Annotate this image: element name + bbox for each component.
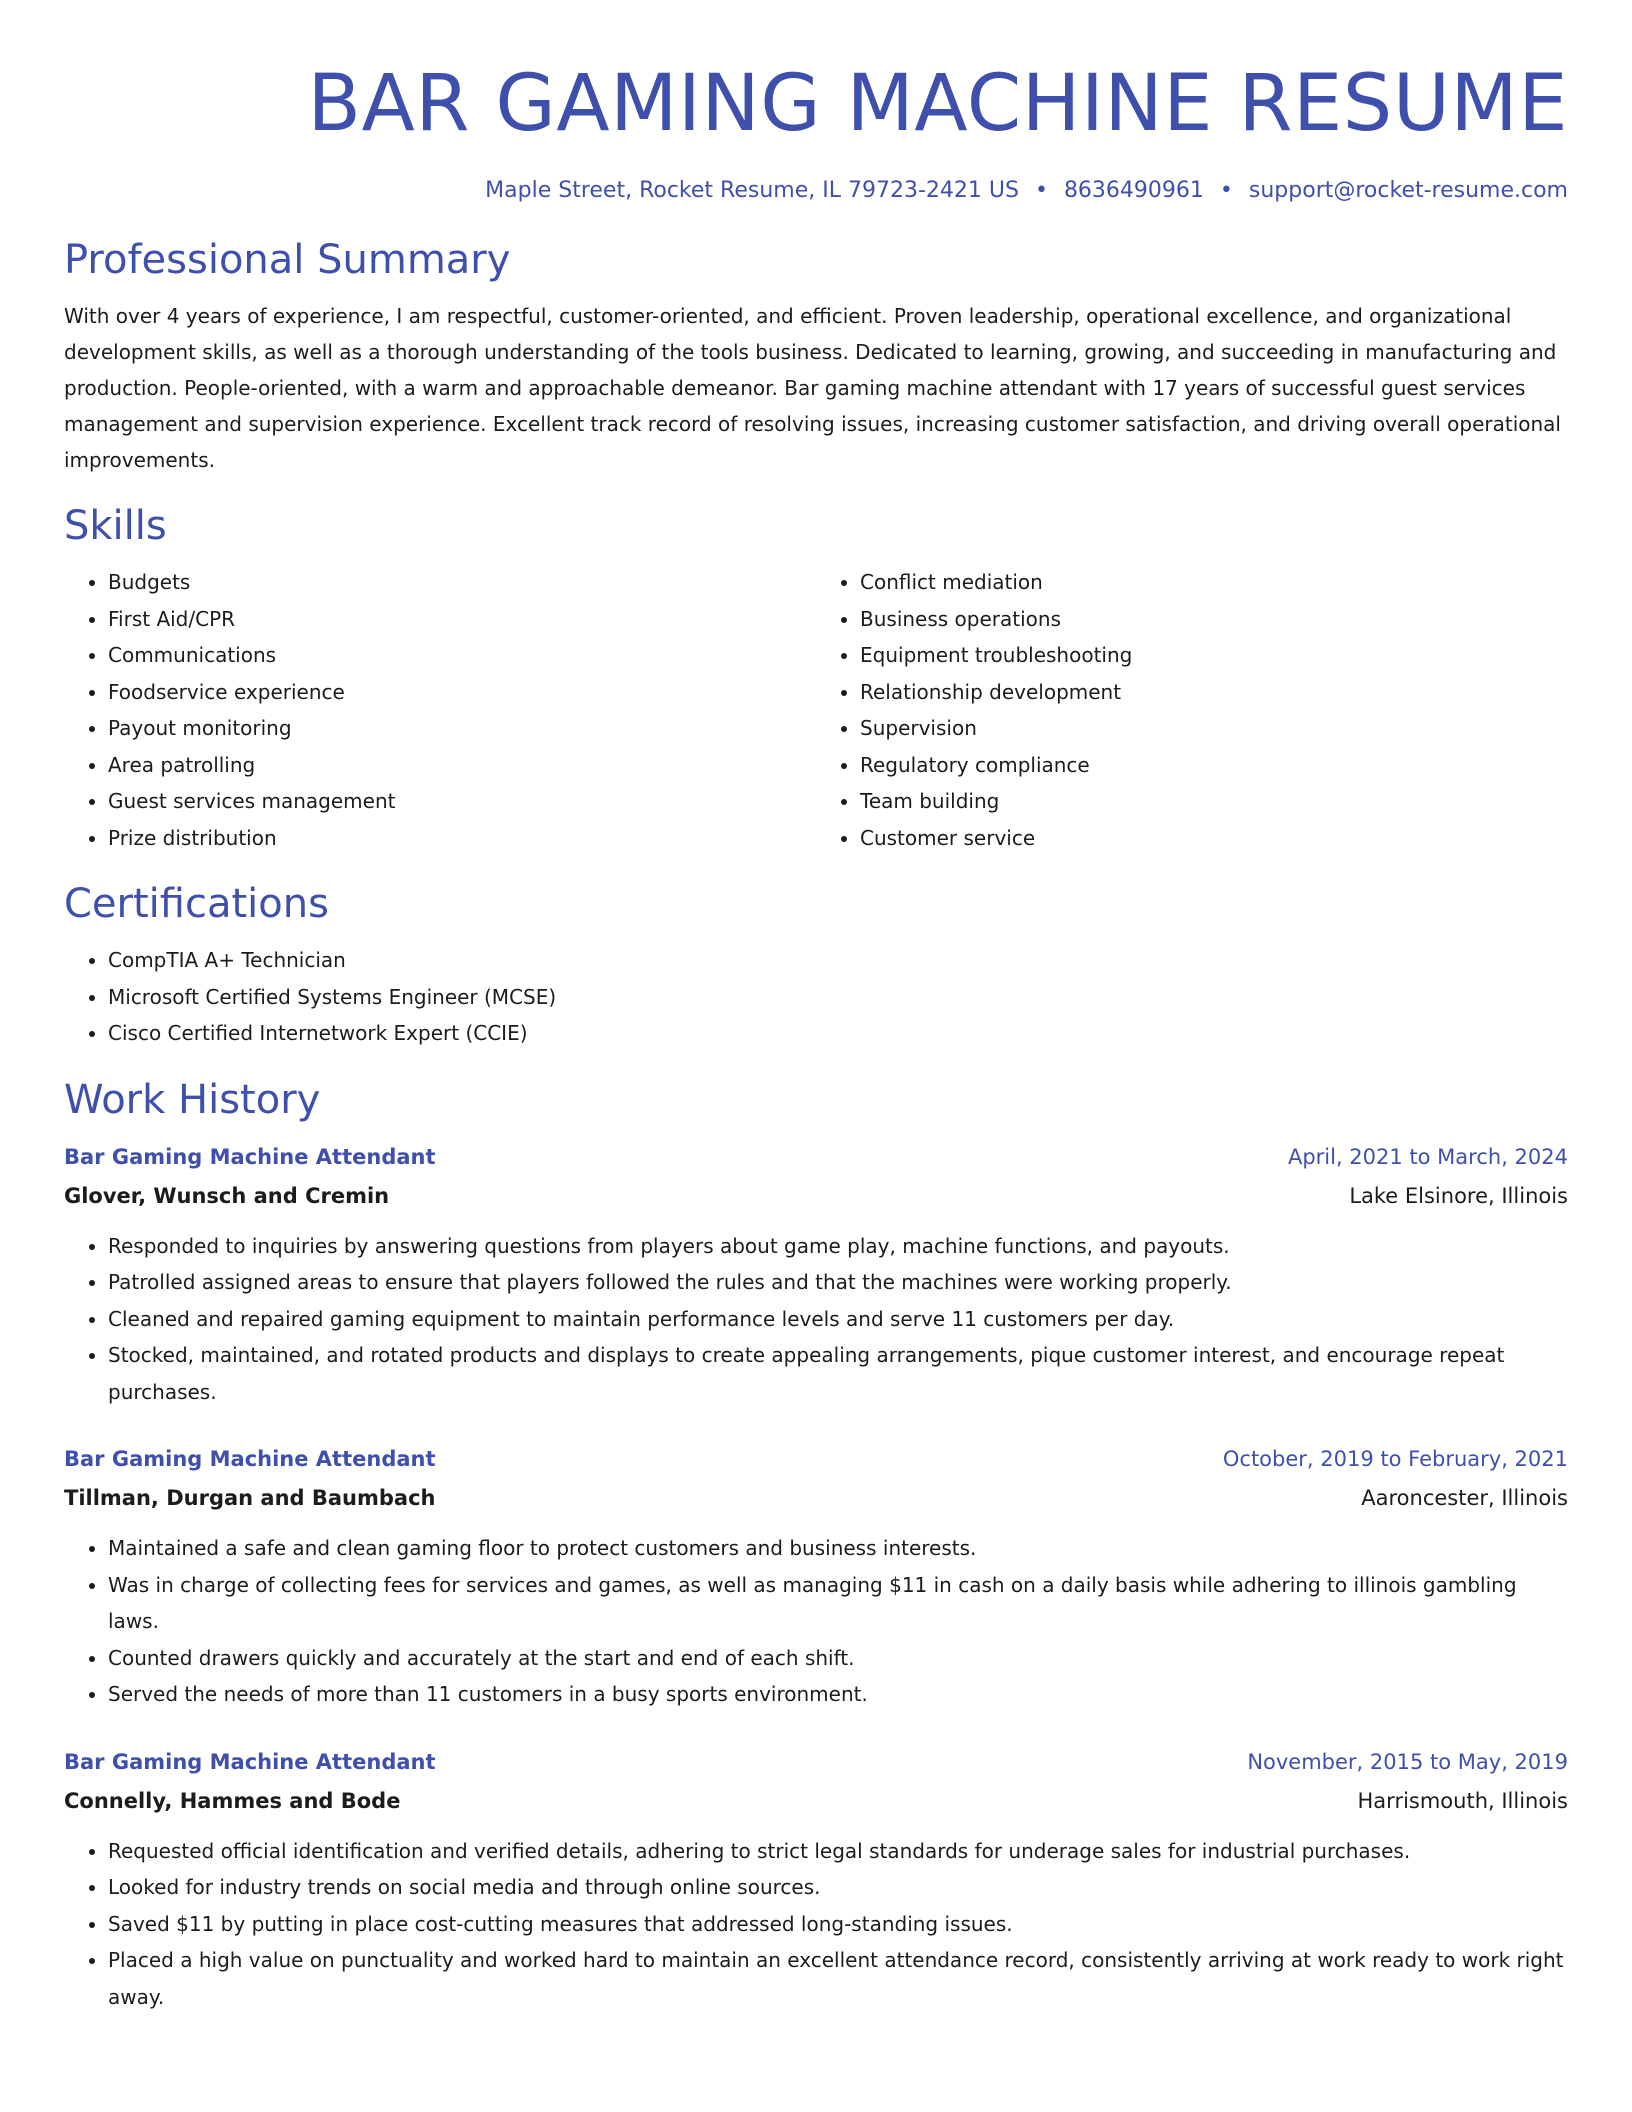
job-employer: Tillman, Durgan and Baumbach bbox=[64, 1486, 436, 1510]
resume-name: BAR GAMING MACHINE RESUME bbox=[307, 59, 1568, 149]
job-dates: October, 2019 to February, 2021 bbox=[1222, 1447, 1568, 1471]
job-bullet: • Served the needs of more than 11 customers in a busy sports environment. bbox=[108, 1676, 1568, 1713]
skill-item: • Supervision bbox=[860, 710, 1568, 747]
job-entry bbox=[64, 1138, 1568, 1411]
skill-item: • Equipment troubleshooting bbox=[860, 637, 1568, 674]
skill-item: • First Aid/CPR bbox=[108, 601, 816, 638]
job-location: Aaroncester, Illinois bbox=[1361, 1486, 1568, 1510]
job-employer-row bbox=[64, 1781, 1568, 1821]
contact-address: Maple Street, Rocket Resume, IL 79723-2421 US bbox=[485, 178, 1019, 203]
job-bullets bbox=[64, 1833, 1568, 2016]
contact-email: support@rocket-resume.com bbox=[1248, 178, 1568, 203]
resume-page bbox=[64, 0, 1568, 2015]
certification-item: • CompTIA A+ Technician bbox=[108, 942, 1568, 979]
contact-phone: 8636490961 bbox=[1063, 178, 1204, 203]
skill-item: • Budgets bbox=[108, 564, 816, 601]
job-title: Bar Gaming Machine Attendant bbox=[64, 1749, 436, 1774]
skill-item: • Area patrolling bbox=[108, 747, 816, 784]
skill-item: • Team building bbox=[860, 783, 1568, 820]
job-title-row bbox=[64, 1743, 1568, 1781]
job-employer-row bbox=[64, 1176, 1568, 1216]
certifications-list bbox=[64, 942, 1568, 1052]
job-bullet: • Cleaned and repaired gaming equipment to maintain performance levels and serve 11 customers per day. bbox=[108, 1301, 1568, 1338]
skill-item: • Guest services management bbox=[108, 783, 816, 820]
job-title-row bbox=[64, 1138, 1568, 1176]
job-bullet: • Stocked, maintained, and rotated products and displays to create appealing arrangements, pique customer interest, and encourage repeat purchases. bbox=[108, 1337, 1568, 1410]
job-dates: April, 2021 to March, 2024 bbox=[1287, 1144, 1568, 1169]
summary-section bbox=[64, 234, 1568, 478]
certification-item: • Cisco Certified Internetwork Expert (CCIE) bbox=[108, 1015, 1568, 1052]
job-employer: Glover, Wunsch and Cremin bbox=[64, 1183, 390, 1208]
skill-item: • Relationship development bbox=[860, 674, 1568, 711]
job-entry bbox=[64, 1440, 1568, 1713]
job-bullet: • Saved $11 by putting in place cost-cutting measures that addressed long-standing issues. bbox=[108, 1906, 1568, 1943]
skill-item: • Payout monitoring bbox=[108, 710, 816, 747]
job-bullet: • Counted drawers quickly and accurately at the start and end of each shift. bbox=[108, 1640, 1568, 1677]
summary-text: With over 4 years of experience, I am respectful, customer-oriented, and efficient. Proven leadership, operational excellence, and organizational development skills, as well as a thorough understanding of the tools business. Dedicated to learning, growing, and succeeding in manufacturing and production. People-oriented, with a warm and approachable demeanor. Bar gaming machine attendant with 17 years of successful guest services management and supervision experience. Excellent track record of resolving issues, increasing customer satisfaction, and driving overall operational improvements. bbox=[64, 304, 1561, 472]
job-employer: Connelly, Hammes and Bode bbox=[64, 1788, 401, 1813]
certifications-section bbox=[64, 878, 1568, 1052]
job-location: Lake Elsinore, Illinois bbox=[1349, 1183, 1568, 1208]
certifications-heading: Certifications bbox=[64, 881, 329, 927]
skills-columns bbox=[64, 564, 1568, 856]
job-bullet: • Maintained a safe and clean gaming floor to protect customers and business interests. bbox=[108, 1530, 1568, 1567]
skill-item: • Business operations bbox=[860, 601, 1568, 638]
job-bullet: • Was in charge of collecting fees for services and games, as well as managing $11 in cash on a daily basis while adhering to illinois gambling laws. bbox=[108, 1567, 1568, 1640]
job-bullet: • Patrolled assigned areas to ensure that players followed the rules and that the machines were working properly. bbox=[108, 1264, 1568, 1301]
job-dates: November, 2015 to May, 2019 bbox=[1247, 1749, 1568, 1774]
skills-section bbox=[64, 500, 1568, 856]
skills-heading: Skills bbox=[64, 503, 167, 549]
skill-item: • Foodservice experience bbox=[108, 674, 816, 711]
summary-heading: Professional Summary bbox=[64, 237, 511, 283]
skill-item: • Communications bbox=[108, 637, 816, 674]
job-bullet: • Requested official identification and verified details, adhering to strict legal standards for underage sales for industrial purchases. bbox=[108, 1833, 1568, 1870]
job-location: Harrismouth, Illinois bbox=[1357, 1788, 1568, 1813]
skill-item: • Regulatory compliance bbox=[860, 747, 1568, 784]
skill-item: • Customer service bbox=[860, 820, 1568, 857]
job-bullets bbox=[64, 1228, 1568, 1411]
work-history-heading: Work History bbox=[64, 1076, 321, 1123]
job-bullets bbox=[64, 1530, 1568, 1713]
job-bullet: • Looked for industry trends on social media and through online sources. bbox=[108, 1869, 1568, 1906]
job-title: Bar Gaming Machine Attendant bbox=[64, 1447, 436, 1471]
job-bullet: • Placed a high value on punctuality and worked hard to maintain an excellent attendance record, consistently arriving at work ready to work right away. bbox=[108, 1942, 1568, 2015]
job-employer-row bbox=[64, 1478, 1568, 1518]
contact-separator: • bbox=[1034, 178, 1048, 203]
job-title: Bar Gaming Machine Attendant bbox=[64, 1144, 436, 1169]
skills-list-left bbox=[64, 564, 816, 856]
contact-separator: • bbox=[1219, 178, 1233, 203]
job-bullet: • Responded to inquiries by answering questions from players about game play, machine functions, and payouts. bbox=[108, 1228, 1568, 1265]
job-title-row bbox=[64, 1440, 1568, 1478]
skills-list-right bbox=[816, 564, 1568, 856]
job-entry bbox=[64, 1743, 1568, 2016]
contact-line bbox=[64, 176, 1568, 206]
certification-item: • Microsoft Certified Systems Engineer (MCSE) bbox=[108, 979, 1568, 1016]
skill-item: • Conflict mediation bbox=[860, 564, 1568, 601]
skill-item: • Prize distribution bbox=[108, 820, 816, 857]
work-history-section bbox=[64, 1074, 1568, 2016]
